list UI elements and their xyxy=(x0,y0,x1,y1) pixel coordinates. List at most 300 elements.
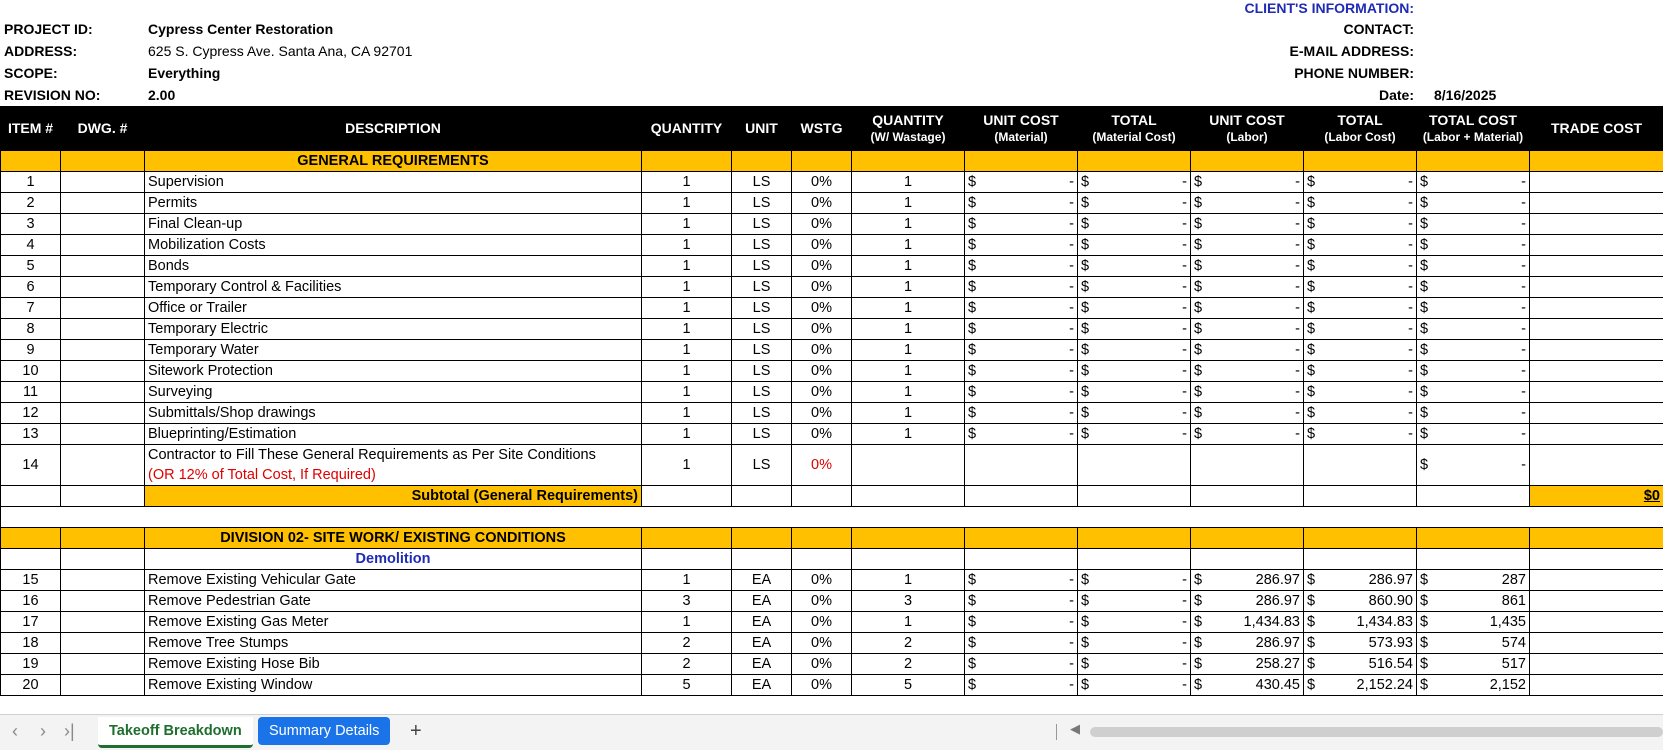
cost-cell[interactable] xyxy=(1417,403,1530,424)
unit-cost-labor-cell[interactable] xyxy=(1191,633,1304,654)
cost-cell[interactable] xyxy=(1304,193,1417,214)
item-cell[interactable]: 3 xyxy=(1,214,61,235)
total-labor-cell[interactable] xyxy=(1304,612,1417,633)
description-cell[interactable]: Remove Existing Window xyxy=(145,675,642,696)
trade-cost-cell[interactable] xyxy=(1530,340,1663,361)
qty-wastage-cell[interactable]: 1 xyxy=(852,256,965,277)
qty-wastage-cell[interactable]: 5 xyxy=(852,675,965,696)
col-description[interactable]: DESCRIPTION xyxy=(145,107,642,151)
total-material-cell[interactable] xyxy=(1078,570,1191,591)
unit-cell[interactable]: LS xyxy=(732,235,792,256)
unit-cell[interactable]: LS xyxy=(732,361,792,382)
cost-cell[interactable] xyxy=(1191,445,1304,486)
section-title[interactable]: GENERAL REQUIREMENTS xyxy=(145,151,642,172)
total-material-cell[interactable] xyxy=(1078,654,1191,675)
dwg-cell[interactable] xyxy=(61,403,145,424)
col-unit-cost-labor[interactable]: UNIT COST (Labor) xyxy=(1191,107,1304,151)
cell[interactable] xyxy=(1304,549,1417,570)
item-cell[interactable]: 7 xyxy=(1,298,61,319)
cost-cell[interactable] xyxy=(1078,172,1191,193)
quantity-cell[interactable]: 1 xyxy=(642,256,732,277)
total-labor-cell[interactable] xyxy=(1304,570,1417,591)
cost-cell[interactable] xyxy=(852,445,965,486)
total-labor-cell[interactable] xyxy=(1304,633,1417,654)
cell[interactable] xyxy=(965,528,1078,549)
cell[interactable] xyxy=(1530,549,1663,570)
col-item[interactable]: ITEM # xyxy=(1,107,61,151)
cell[interactable] xyxy=(852,528,965,549)
cost-cell[interactable] xyxy=(1191,214,1304,235)
unit-cell[interactable]: LS xyxy=(732,424,792,445)
col-dwg[interactable]: DWG. # xyxy=(61,107,145,151)
qty-wastage-cell[interactable]: 1 xyxy=(852,319,965,340)
trade-cost-cell[interactable] xyxy=(1530,319,1663,340)
quantity-cell[interactable]: 1 xyxy=(642,298,732,319)
cost-cell[interactable] xyxy=(1078,298,1191,319)
dwg-cell[interactable] xyxy=(61,591,145,612)
cost-cell[interactable] xyxy=(965,214,1078,235)
wstg-cell[interactable]: 0% xyxy=(792,319,852,340)
cost-cell[interactable] xyxy=(1417,298,1530,319)
dwg-cell[interactable] xyxy=(61,172,145,193)
description-cell[interactable]: Remove Tree Stumps xyxy=(145,633,642,654)
quantity-cell[interactable]: 1 xyxy=(642,214,732,235)
cell[interactable] xyxy=(1191,528,1304,549)
qty-wastage-cell[interactable]: 1 xyxy=(852,298,965,319)
cost-cell[interactable] xyxy=(1417,256,1530,277)
total-cost-cell[interactable] xyxy=(1417,633,1530,654)
cell[interactable] xyxy=(1191,486,1304,507)
first-sheet-icon[interactable]: ‹ xyxy=(12,721,18,742)
subheading-demolition[interactable]: Demolition xyxy=(145,549,642,570)
trade-cost-cell[interactable] xyxy=(1530,612,1663,633)
description-cell[interactable]: Remove Existing Hose Bib xyxy=(145,654,642,675)
scope-value[interactable]: Everything xyxy=(148,62,220,84)
trade-cost-cell[interactable] xyxy=(1530,214,1663,235)
cell[interactable] xyxy=(642,549,732,570)
cell[interactable] xyxy=(792,549,852,570)
trade-cost-cell[interactable] xyxy=(1530,298,1663,319)
cost-cell[interactable] xyxy=(1304,256,1417,277)
wstg-cell[interactable]: 0% xyxy=(792,382,852,403)
cost-cell[interactable] xyxy=(1191,298,1304,319)
quantity-cell[interactable]: 1 xyxy=(642,403,732,424)
trade-cost-cell[interactable] xyxy=(1530,172,1663,193)
unit-cost-material-cell[interactable] xyxy=(965,570,1078,591)
cost-cell[interactable] xyxy=(1304,277,1417,298)
description-cell[interactable]: Remove Existing Gas Meter xyxy=(145,612,642,633)
cell[interactable] xyxy=(1,486,61,507)
unit-cell[interactable]: EA xyxy=(732,612,792,633)
cell[interactable] xyxy=(1304,528,1417,549)
cost-cell[interactable] xyxy=(1191,361,1304,382)
quantity-cell[interactable]: 1 xyxy=(642,172,732,193)
cell[interactable] xyxy=(965,549,1078,570)
dwg-cell[interactable] xyxy=(61,612,145,633)
cost-cell[interactable] xyxy=(965,193,1078,214)
wstg-cell[interactable]: 0% xyxy=(792,298,852,319)
dwg-cell[interactable] xyxy=(61,277,145,298)
cost-cell[interactable] xyxy=(1304,424,1417,445)
trade-cost-cell[interactable] xyxy=(1530,361,1663,382)
trade-cost-cell[interactable] xyxy=(1530,654,1663,675)
wstg-cell[interactable]: 0% xyxy=(792,591,852,612)
last-sheet-icon[interactable]: ›| xyxy=(64,721,75,742)
cost-cell[interactable] xyxy=(1191,424,1304,445)
description-cell[interactable]: Surveying xyxy=(145,382,642,403)
col-total-cost[interactable]: TOTAL COST (Labor + Material) xyxy=(1417,107,1530,151)
dwg-cell[interactable] xyxy=(61,633,145,654)
cell[interactable] xyxy=(1417,486,1530,507)
quantity-cell[interactable]: 1 xyxy=(642,277,732,298)
item-cell[interactable]: 11 xyxy=(1,382,61,403)
quantity-cell[interactable]: 1 xyxy=(642,612,732,633)
wstg-cell[interactable]: 0% xyxy=(792,570,852,591)
unit-cell[interactable]: EA xyxy=(732,675,792,696)
wstg-cell[interactable]: 0% xyxy=(792,235,852,256)
qty-wastage-cell[interactable]: 2 xyxy=(852,633,965,654)
wstg-cell[interactable]: 0% xyxy=(792,256,852,277)
trade-cost-cell[interactable] xyxy=(1530,445,1663,486)
qty-wastage-cell[interactable]: 1 xyxy=(852,382,965,403)
cost-cell[interactable] xyxy=(1304,382,1417,403)
cost-cell[interactable] xyxy=(965,382,1078,403)
project-id-value[interactable]: Cypress Center Restoration xyxy=(148,18,333,40)
wstg-cell[interactable]: 0% xyxy=(792,675,852,696)
cost-cell[interactable] xyxy=(965,424,1078,445)
item-cell[interactable]: 19 xyxy=(1,654,61,675)
qty-wastage-cell[interactable]: 1 xyxy=(852,424,965,445)
quantity-cell[interactable]: 1 xyxy=(642,319,732,340)
qty-wastage-cell[interactable]: 1 xyxy=(852,214,965,235)
unit-cost-labor-cell[interactable] xyxy=(1191,612,1304,633)
section-title[interactable]: DIVISION 02- SITE WORK/ EXISTING CONDITIONS xyxy=(145,528,642,549)
total-cost-cell[interactable] xyxy=(1417,591,1530,612)
total-cost-cell[interactable] xyxy=(1417,675,1530,696)
total-material-cell[interactable] xyxy=(1078,633,1191,654)
cost-cell[interactable] xyxy=(1078,403,1191,424)
cost-cell[interactable] xyxy=(1417,193,1530,214)
unit-cost-labor-cell[interactable] xyxy=(1191,591,1304,612)
unit-cost-material-cell[interactable] xyxy=(965,654,1078,675)
item-cell[interactable]: 20 xyxy=(1,675,61,696)
col-wstg[interactable]: WSTG xyxy=(792,107,852,151)
description-cell[interactable]: Bonds xyxy=(145,256,642,277)
cell[interactable] xyxy=(61,549,145,570)
cost-cell[interactable] xyxy=(965,172,1078,193)
cost-cell[interactable] xyxy=(1417,319,1530,340)
trade-cost-cell[interactable] xyxy=(1530,193,1663,214)
quantity-cell[interactable]: 1 xyxy=(642,193,732,214)
description-cell[interactable]: Temporary Control & Facilities xyxy=(145,277,642,298)
item-cell[interactable]: 8 xyxy=(1,319,61,340)
unit-cell[interactable]: LS xyxy=(732,256,792,277)
trade-cost-cell[interactable] xyxy=(1530,675,1663,696)
quantity-cell[interactable]: 1 xyxy=(642,445,732,486)
dwg-cell[interactable] xyxy=(61,654,145,675)
trade-cost-cell[interactable] xyxy=(1530,633,1663,654)
cost-cell[interactable] xyxy=(1078,361,1191,382)
total-cost-cell[interactable] xyxy=(1417,654,1530,675)
cost-cell[interactable] xyxy=(965,319,1078,340)
add-sheet-icon[interactable]: + xyxy=(410,720,422,743)
item-cell[interactable]: 2 xyxy=(1,193,61,214)
wstg-cell[interactable]: 0% xyxy=(792,214,852,235)
unit-cell[interactable]: LS xyxy=(732,277,792,298)
item-cell[interactable]: 16 xyxy=(1,591,61,612)
cost-cell[interactable] xyxy=(965,298,1078,319)
unit-cell[interactable]: EA xyxy=(732,570,792,591)
cell[interactable] xyxy=(732,486,792,507)
unit-cell[interactable]: LS xyxy=(732,319,792,340)
dwg-cell[interactable] xyxy=(61,675,145,696)
cost-cell[interactable] xyxy=(1078,445,1191,486)
unit-cost-material-cell[interactable] xyxy=(965,633,1078,654)
description-cell[interactable]: Final Clean-up xyxy=(145,214,642,235)
item-cell[interactable]: 14 xyxy=(1,445,61,486)
wstg-cell[interactable]: 0% xyxy=(792,424,852,445)
cell[interactable] xyxy=(1417,528,1530,549)
description-cell[interactable]: Temporary Electric xyxy=(145,319,642,340)
cost-cell[interactable] xyxy=(1078,277,1191,298)
cost-cell[interactable] xyxy=(1304,361,1417,382)
cost-cell[interactable] xyxy=(1078,193,1191,214)
scroll-left-icon[interactable]: ◀ xyxy=(1070,721,1080,737)
total-labor-cell[interactable] xyxy=(1304,675,1417,696)
dwg-cell[interactable] xyxy=(61,214,145,235)
cost-cell[interactable] xyxy=(1304,445,1417,486)
unit-cell[interactable]: LS xyxy=(732,445,792,486)
total-cost-cell[interactable] xyxy=(1417,570,1530,591)
trade-cost-cell[interactable] xyxy=(1530,277,1663,298)
cell[interactable] xyxy=(852,486,965,507)
unit-cost-labor-cell[interactable] xyxy=(1191,654,1304,675)
cost-cell[interactable] xyxy=(1417,172,1530,193)
cost-cell[interactable] xyxy=(1304,298,1417,319)
qty-wastage-cell[interactable]: 1 xyxy=(852,277,965,298)
qty-wastage-cell[interactable]: 1 xyxy=(852,340,965,361)
unit-cell[interactable]: LS xyxy=(732,340,792,361)
dwg-cell[interactable] xyxy=(61,361,145,382)
cost-cell[interactable] xyxy=(1417,235,1530,256)
cost-cell[interactable] xyxy=(965,403,1078,424)
cell[interactable] xyxy=(1078,486,1191,507)
quantity-cell[interactable]: 2 xyxy=(642,654,732,675)
quantity-cell[interactable]: 5 xyxy=(642,675,732,696)
cost-cell[interactable] xyxy=(1417,214,1530,235)
subtotal-value[interactable]: $0 xyxy=(1644,488,1660,504)
qty-wastage-cell[interactable]: 1 xyxy=(852,612,965,633)
trade-cost-cell[interactable] xyxy=(1530,424,1663,445)
total-cost-cell[interactable] xyxy=(1417,445,1530,486)
wstg-cell[interactable]: 0% xyxy=(792,654,852,675)
trade-cost-cell[interactable] xyxy=(1530,403,1663,424)
unit-cell[interactable]: LS xyxy=(732,403,792,424)
cost-cell[interactable] xyxy=(1078,340,1191,361)
cell[interactable] xyxy=(61,528,145,549)
next-sheet-icon[interactable]: › xyxy=(40,721,46,742)
cell[interactable] xyxy=(965,486,1078,507)
qty-wastage-cell[interactable]: 1 xyxy=(852,193,965,214)
description-cell[interactable]: Mobilization Costs xyxy=(145,235,642,256)
cell[interactable] xyxy=(642,528,732,549)
cost-cell[interactable] xyxy=(1191,382,1304,403)
item-cell[interactable]: 5 xyxy=(1,256,61,277)
cost-cell[interactable] xyxy=(1191,340,1304,361)
unit-cost-labor-cell[interactable] xyxy=(1191,675,1304,696)
unit-cost-material-cell[interactable] xyxy=(965,675,1078,696)
quantity-cell[interactable]: 1 xyxy=(642,361,732,382)
description-cell[interactable]: Temporary Water xyxy=(145,340,642,361)
description-cell[interactable]: Remove Existing Vehicular Gate xyxy=(145,570,642,591)
cell[interactable] xyxy=(732,549,792,570)
trade-cost-cell[interactable] xyxy=(1530,486,1663,507)
cell[interactable] xyxy=(1304,486,1417,507)
subtotal-label[interactable]: Subtotal (General Requirements) xyxy=(145,486,642,507)
wstg-cell[interactable]: 0% xyxy=(792,172,852,193)
wstg-cell[interactable]: 0% xyxy=(792,277,852,298)
cost-cell[interactable] xyxy=(1191,277,1304,298)
tab-summary-details[interactable]: Summary Details xyxy=(258,717,390,745)
unit-cell[interactable]: EA xyxy=(732,591,792,612)
item-cell[interactable]: 1 xyxy=(1,172,61,193)
qty-wastage-cell[interactable]: 1 xyxy=(852,570,965,591)
dwg-cell[interactable] xyxy=(61,298,145,319)
description-cell[interactable]: Submittals/Shop drawings xyxy=(145,403,642,424)
cell[interactable] xyxy=(1,507,1663,528)
trade-cost-cell[interactable] xyxy=(1530,382,1663,403)
description-cell[interactable]: Sitework Protection xyxy=(145,361,642,382)
total-labor-cell[interactable] xyxy=(1304,654,1417,675)
cost-cell[interactable] xyxy=(1417,424,1530,445)
cost-cell[interactable] xyxy=(1191,193,1304,214)
cell[interactable] xyxy=(1191,549,1304,570)
cost-cell[interactable] xyxy=(965,235,1078,256)
trade-cost-cell[interactable] xyxy=(1530,591,1663,612)
cell[interactable] xyxy=(1417,549,1530,570)
description-cell[interactable]: Permits xyxy=(145,193,642,214)
cell[interactable] xyxy=(1078,528,1191,549)
wstg-cell[interactable]: 0% xyxy=(792,361,852,382)
cost-cell[interactable] xyxy=(1191,403,1304,424)
date-value[interactable]: 8/16/2025 xyxy=(1434,84,1496,106)
dwg-cell[interactable] xyxy=(61,340,145,361)
col-total-labor[interactable]: TOTAL (Labor Cost) xyxy=(1304,107,1417,151)
cost-cell[interactable] xyxy=(1417,382,1530,403)
cost-cell[interactable] xyxy=(965,340,1078,361)
cell[interactable] xyxy=(1,549,61,570)
cell[interactable] xyxy=(642,486,732,507)
quantity-cell[interactable]: 1 xyxy=(642,340,732,361)
cost-cell[interactable] xyxy=(1078,382,1191,403)
description-cell[interactable]: Office or Trailer xyxy=(145,298,642,319)
cost-cell[interactable] xyxy=(1304,319,1417,340)
cost-cell[interactable] xyxy=(965,256,1078,277)
unit-cell[interactable]: LS xyxy=(732,193,792,214)
item-cell[interactable]: 10 xyxy=(1,361,61,382)
unit-cost-material-cell[interactable] xyxy=(965,612,1078,633)
description-cell[interactable]: Supervision xyxy=(145,172,642,193)
quantity-cell[interactable]: 1 xyxy=(642,570,732,591)
wstg-cell[interactable]: 0% xyxy=(792,612,852,633)
trade-cost-cell[interactable] xyxy=(1530,235,1663,256)
tab-takeoff-breakdown[interactable]: Takeoff Breakdown xyxy=(98,717,253,748)
total-material-cell[interactable] xyxy=(1078,612,1191,633)
cost-cell[interactable] xyxy=(965,445,1078,486)
cell[interactable] xyxy=(792,528,852,549)
cost-cell[interactable] xyxy=(965,361,1078,382)
qty-wastage-cell[interactable]: 1 xyxy=(852,235,965,256)
total-material-cell[interactable] xyxy=(1078,675,1191,696)
trade-cost-cell[interactable] xyxy=(1530,256,1663,277)
item-cell[interactable]: 13 xyxy=(1,424,61,445)
unit-cost-material-cell[interactable] xyxy=(965,591,1078,612)
cell[interactable] xyxy=(1530,528,1663,549)
trade-cost-cell[interactable] xyxy=(1530,570,1663,591)
qty-wastage-cell[interactable]: 2 xyxy=(852,654,965,675)
unit-cell[interactable]: EA xyxy=(732,654,792,675)
cost-cell[interactable] xyxy=(1304,172,1417,193)
cell[interactable] xyxy=(1078,549,1191,570)
cost-cell[interactable] xyxy=(1417,277,1530,298)
quantity-cell[interactable]: 1 xyxy=(642,382,732,403)
horizontal-scrollbar[interactable] xyxy=(1090,727,1663,737)
unit-cell[interactable]: EA xyxy=(732,633,792,654)
quantity-cell[interactable]: 1 xyxy=(642,235,732,256)
quantity-cell[interactable]: 3 xyxy=(642,591,732,612)
cost-cell[interactable] xyxy=(1078,256,1191,277)
qty-wastage-cell[interactable]: 1 xyxy=(852,172,965,193)
cost-cell[interactable] xyxy=(1417,340,1530,361)
dwg-cell[interactable] xyxy=(61,319,145,340)
col-unit-cost-material[interactable]: UNIT COST (Material) xyxy=(965,107,1078,151)
wstg-cell[interactable]: 0% xyxy=(792,193,852,214)
item-cell[interactable]: 18 xyxy=(1,633,61,654)
total-cost-cell[interactable] xyxy=(1417,612,1530,633)
item-cell[interactable]: 17 xyxy=(1,612,61,633)
cost-cell[interactable] xyxy=(1191,235,1304,256)
wstg-cell[interactable]: 0% xyxy=(792,340,852,361)
qty-wastage-cell[interactable]: 1 xyxy=(852,361,965,382)
col-total-material[interactable]: TOTAL (Material Cost) xyxy=(1078,107,1191,151)
cell[interactable] xyxy=(732,528,792,549)
col-unit[interactable]: UNIT xyxy=(732,107,792,151)
dwg-cell[interactable] xyxy=(61,193,145,214)
unit-cell[interactable]: LS xyxy=(732,214,792,235)
cost-cell[interactable] xyxy=(1304,214,1417,235)
cell[interactable] xyxy=(1,528,61,549)
col-trade-cost[interactable]: TRADE COST xyxy=(1530,107,1663,151)
cost-cell[interactable] xyxy=(1078,319,1191,340)
unit-cell[interactable]: LS xyxy=(732,172,792,193)
cost-cell[interactable] xyxy=(1078,235,1191,256)
unit-cell[interactable]: LS xyxy=(732,298,792,319)
dwg-cell[interactable] xyxy=(61,445,145,486)
total-material-cell[interactable] xyxy=(1078,591,1191,612)
col-quantity[interactable]: QUANTITY xyxy=(642,107,732,151)
description-cell[interactable] xyxy=(145,445,642,486)
cell[interactable] xyxy=(792,486,852,507)
dwg-cell[interactable] xyxy=(61,382,145,403)
cost-cell[interactable] xyxy=(1191,256,1304,277)
cost-cell[interactable] xyxy=(1304,340,1417,361)
item-cell[interactable]: 4 xyxy=(1,235,61,256)
cell[interactable] xyxy=(61,486,145,507)
item-cell[interactable]: 9 xyxy=(1,340,61,361)
quantity-cell[interactable]: 1 xyxy=(642,424,732,445)
dwg-cell[interactable] xyxy=(61,570,145,591)
dwg-cell[interactable] xyxy=(61,424,145,445)
